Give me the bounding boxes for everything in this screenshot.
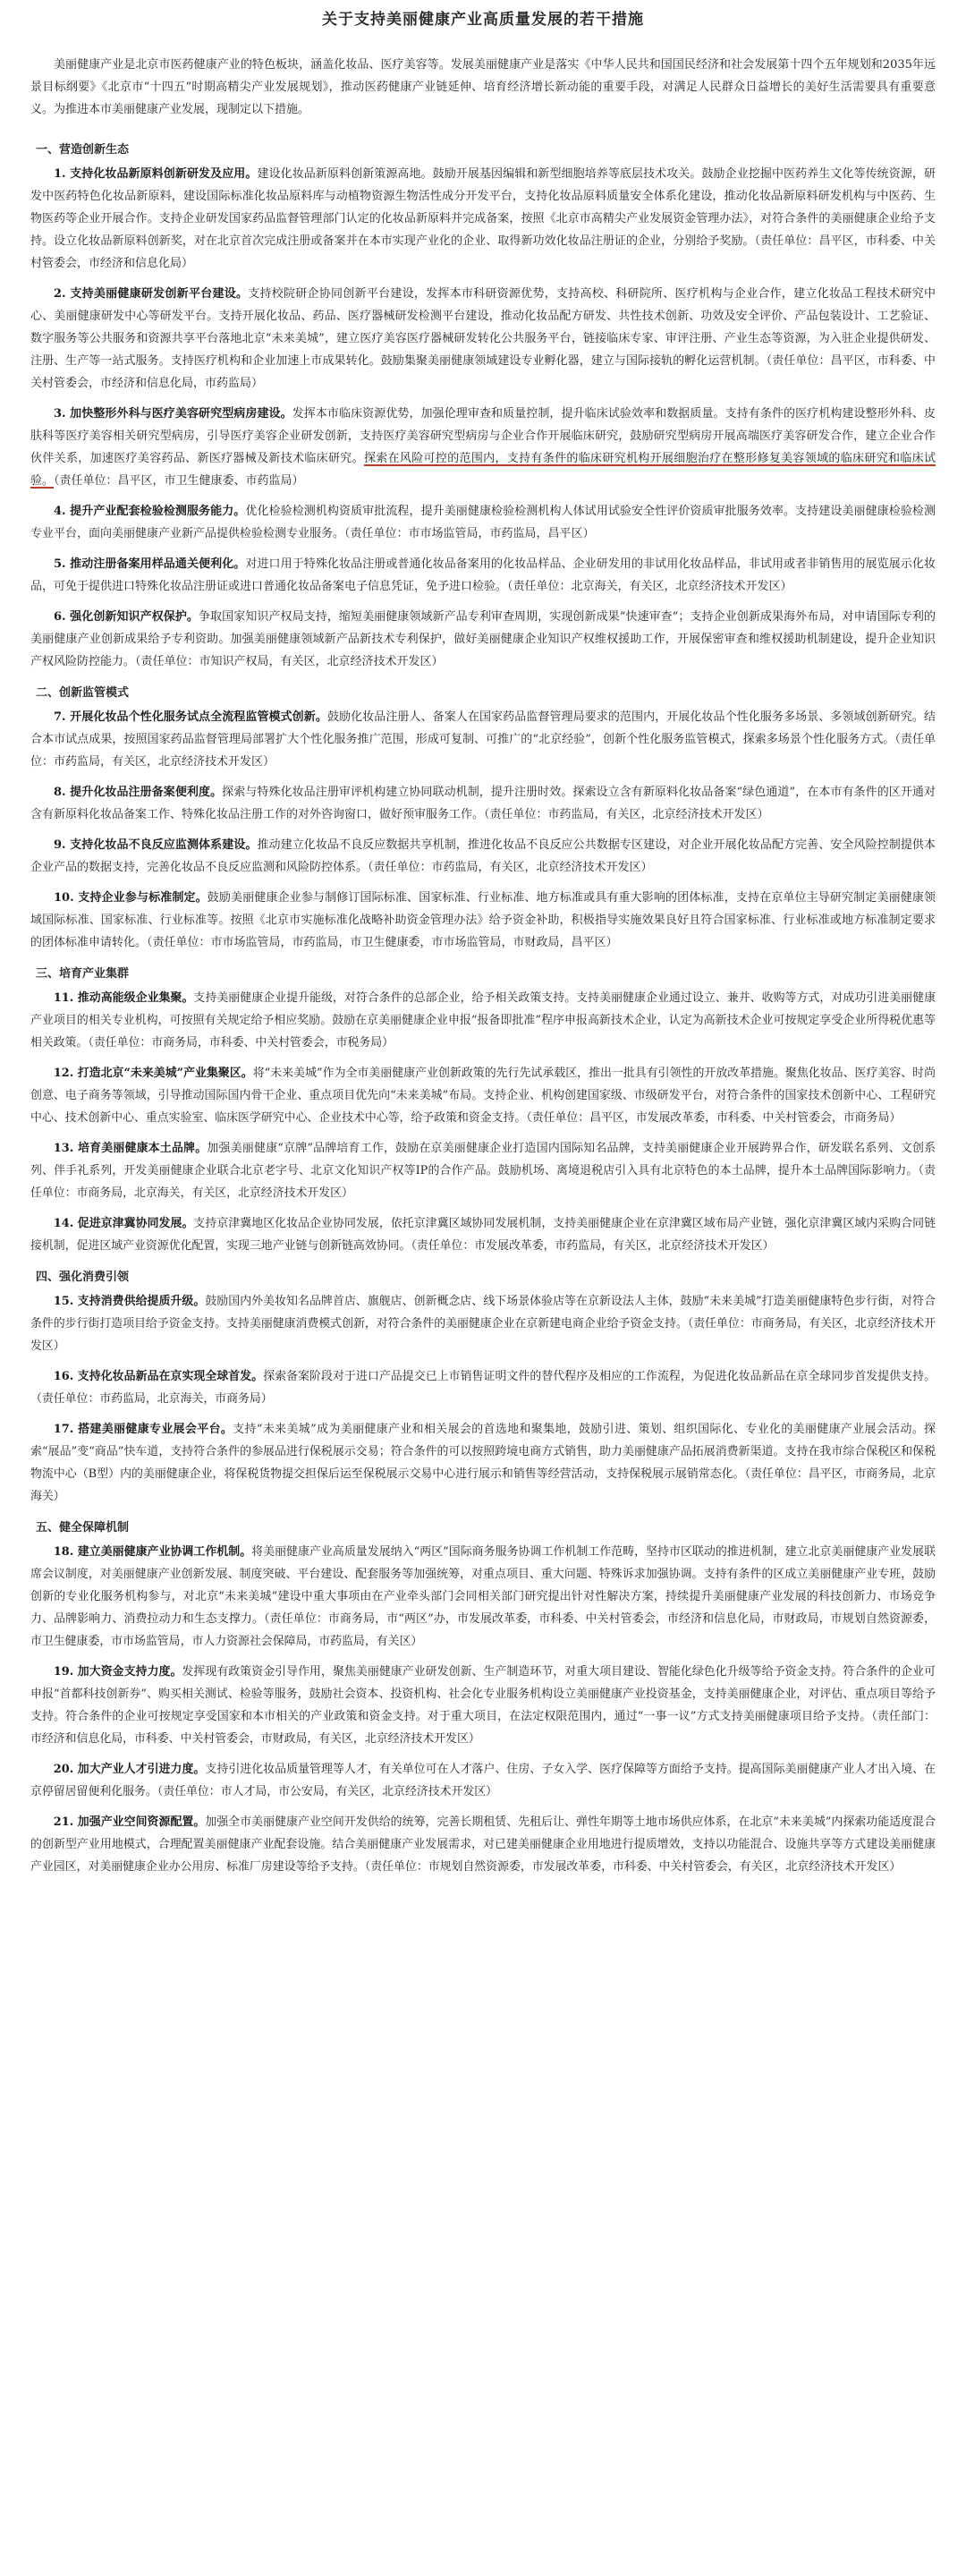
measure-item <box>30 1212 936 1257</box>
measure-text: 鼓励美丽健康企业参与制修订国际标准、国家标准、行业标准、地方标准或具有重大影响的团体标准，支持在京单位主导研究制定美丽健康领域国际标准、国家标准、行业标准等。按照《北京市实施标准化战略补助资金管理办法》给予资金补助，积极指导实施效果良好且符合国家标准、行业标准或地方标准制定要求的团体标准申请转化。（责任单位：市市场监管局，市药监局，市卫生健康委，市市场监管局，市财政局，昌平区） <box>30 891 936 949</box>
responsible-units: （责任单位：昌平区，市卫生健康委、市药监局） <box>54 474 304 488</box>
measure-item <box>30 1062 936 1129</box>
measure-heading: 1. 支持化妆品新原料创新研发及应用。 <box>54 167 258 181</box>
measure-item <box>30 987 936 1054</box>
measure-text: 优化检验检测机构资质审批流程，提升美丽健康检验检测机构人体试用试验安全性评价资质审批服务效率。支持建设美丽健康检验检测专业平台，面向美丽健康产业新产品提供检验检测专业服务。（责任单位：市市场监管局，市药监局，昌平区） <box>30 505 936 540</box>
measure-item <box>30 553 936 598</box>
measure-heading: 6. 强化创新知识产权保护。 <box>54 610 199 624</box>
measure-item <box>30 1365 936 1410</box>
section-title: 三、培育产业集群 <box>36 967 130 981</box>
measure-heading: 2. 支持美丽健康研发创新平台建设。 <box>54 287 249 301</box>
measure-item <box>30 1290 936 1357</box>
section-1 <box>30 139 936 673</box>
measure-item <box>30 1811 936 1878</box>
measure-text: 争取国家知识产权局支持，缩短美丽健康领域新产品专利审查周期，实现创新成果“快速审查”；支持企业创新成果海外布局，对申请国际专利的美丽健康产业创新成果给予专利资助。加强美丽健康领域新产品新技术专利保护，做好美丽健康企业知识产权维权援助工作，开展保密审查和维权援助机制建设，提升企业知识产权风险防控能力。（责任单位：市知识产权局，有关区，北京经济技术开发区） <box>30 610 936 668</box>
section-title: 五、健全保障机制 <box>36 1521 130 1535</box>
measure-text: 将“未来美城”作为全市美丽健康产业创新政策的先行先试承载区，推出一批具有引领性的开放改革措施。聚焦化妆品、医疗美容、时尚创意、电子商务等领域，引导推动国际国内骨干企业、重点项目优先向“未来美城”布局。支持企业、机构创建国家级、市级研发平台，对符合条件的国家技术创新中心、工程研究中心、技术创新中心、重点实验室、临床医学研究中心、企业技术中心等，给予政策和资金支持。（责任单位：昌平区，市发展改革委，市科委、中关村管委会，市商务局） <box>30 1067 936 1125</box>
measure-heading: 20. 加大产业人才引进力度。 <box>53 1763 206 1776</box>
measure-heading: 18. 建立美丽健康产业协调工作机制。 <box>53 1545 252 1559</box>
measure-heading: 17. 搭建美丽健康专业展会平台。 <box>53 1423 233 1436</box>
section-3 <box>30 963 936 1257</box>
measure-heading: 11. 推动高能级企业集聚。 <box>53 991 194 1005</box>
measure-heading: 14. 促进京津冀协同发展。 <box>53 1217 194 1230</box>
measure-heading: 10. 支持企业参与标准制定。 <box>54 891 208 905</box>
measure-text: 加强美丽健康“京牌”品牌培育工作，鼓励在京美丽健康企业打造国内国际知名品牌，支持美丽健康企业开展跨界合作，研发联名系列、文创系列、伴手礼系列，开发美丽健康企业联合北京老字号、北京文化知识产权等IP的合作产品。鼓励机场、离境退税店引入具有北京特色的本土品牌，提升本土品牌国际影响力。（责任单位：市商务局，北京海关，有关区，北京经济技术开发区） <box>30 1142 936 1200</box>
measure-heading: 8. 提升化妆品注册备案便利度。 <box>54 786 223 799</box>
measure-text: 探索备案阶段对于进口产品提交已上市销售证明文件的替代程序及相应的工作流程，为促进化妆品新品在京全球同步首发提供支持。（责任单位：市药监局，北京海关，市商务局） <box>30 1370 936 1406</box>
measure-text: 鼓励化妆品注册人、备案人在国家药品监督管理局要求的范围内，开展化妆品个性化服务多场景、多领域创新研究。结合本市试点成果，按照国家药品监督管理局部署扩大个性化服务推广范围，形成可复制、可推广的“北京经验”，创新个性化服务监管模式，探索多场景个性化服务方式。（责任单位：市药监局，有关区，北京经济技术开发区） <box>30 710 936 769</box>
section-2 <box>30 682 936 954</box>
measure-text: 推动建立化妆品不良反应数据共享机制，推进化妆品不良反应公共数据专区建设，对企业开展化妆品配方完善、安全风险控制提供本企业产品的数据支持，完善化妆品不良反应监测和风险防控体系。（责任单位：市药监局，有关区，北京经济技术开发区） <box>30 838 936 874</box>
measure-text: 支持美丽健康企业提升能级，对符合条件的总部企业，给予相关政策支持。支持美丽健康企业通过设立、兼并、收购等方式，对成功引进美丽健康产业项目的相关专业机构，可按照有关规定给予相应奖励。鼓励在京美丽健康企业申报“报备即批准”程序申报高新技术企业，认定为高新技术企业可按规定享受企业所得税优惠等相关政策。（责任单位：市商务局，市科委、中关村管委会，市税务局） <box>30 991 936 1050</box>
section-title: 一、营造创新生态 <box>36 143 130 157</box>
measure-item <box>30 163 936 275</box>
intro-paragraph: 美丽健康产业是北京市医药健康产业的特色板块，涵盖化妆品、医疗美容等。发展美丽健康产业是落实《中华人民共和国国民经济和社会发展第十四个五年规划和2035年远景目标纲要》《北京市“十四五”时期高精尖产业发展规划》，推动医药健康产业链延伸、培育经济增长新动能的重要手段，对满足人民群众日益增长的美好生活需要具有重要意义。为推进本市美丽健康产业发展，现制定以下措施。 <box>30 58 936 116</box>
measure-item <box>30 500 936 545</box>
measure-item <box>30 403 936 492</box>
measure-text: 建设化妆品新原料创新策源高地。鼓励开展基因编辑和新型细胞培养等底层技术攻关。鼓励企业挖掘中医药养生文化等传统资源，研发中医药特色化妆品新原料，建设国际标准化妆品原料库与动植物资源生物活性成分开发平台，支持化妆品原料质量安全体系化建设，推动化妆品新原料研发机构与中医药、生物医药等企业开展合作。支持企业研发国家药品监督管理部门认定的化妆品新原料并完成备案，按照《北京市高精尖产业发展资金管理办法》，对符合条件的美丽健康企业给予支持。设立化妆品新原料创新奖，对在北京首次完成注册或备案并在本市实现产业化的企业、取得新功效化妆品注册证的企业，分别给予奖励。（责任单位：昌平区，市科委、中关村管委会，市经济和信息化局） <box>30 167 936 270</box>
measure-item <box>30 706 936 773</box>
measure-text: 探索与特殊化妆品注册审评机构建立协同联动机制，提升注册时效。探索设立含有新原料化妆品备案“绿色通道”，在本市有条件的区开通对含有新原料化妆品备案工作、特殊化妆品注册工作的对外咨询窗口，做好预审服务工作。（责任单位：市药监局，有关区，北京经济技术开发区） <box>30 786 936 821</box>
measure-item <box>30 1758 936 1803</box>
document-body <box>30 139 936 1878</box>
measure-text: 支持校院研企协同创新平台建设，发挥本市科研资源优势，支持高校、科研院所、医疗机构与企业合作，建立化妆品工程技术研究中心、美丽健康研发中心等研发平台。支持开展化妆品、药品、医疗器械研发检测平台建设，推动化妆品配方研发、共性技术创新、功效及安全评价、产品包装设计、工艺验证、数字服务等公共服务和资源共享平台落地北京“未来美城”，建立医疗美容医疗器械研发转化公共服务平台，链接临床专家、审评注册、产业生态等资源，为入驻企业提供研发、注册、生产等一站式服务。支持医疗机构和企业加速上市成果转化。鼓励集聚美丽健康领域建设专业孵化器，建立与国际接轨的孵化运营机制。（责任单位：昌平区，市科委、中关村管委会，市经济和信息化局，市药监局） <box>30 287 936 390</box>
measure-heading: 16. 支持化妆品新品在京实现全球首发。 <box>53 1370 264 1383</box>
measure-heading: 4. 提升产业配套检验检测服务能力。 <box>54 505 246 518</box>
measure-heading: 21. 加强产业空间资源配置。 <box>53 1815 206 1829</box>
measure-text: 鼓励国内外美妆知名品牌首店、旗舰店、创新概念店、线下场景体验店等在京新设法人主体，鼓励“未来美城”打造美丽健康特色步行街，对符合条件的步行街打造项目给予资金支持。支持美丽健康消费模式创新，对符合条件的美丽健康企业在京新建电商企业给予资金支持。（责任单位：市商务局，有关区，北京经济技术开发区） <box>30 1295 936 1353</box>
document-title: 关于支持美丽健康产业高质量发展的若干措施 <box>322 11 644 29</box>
section-4 <box>30 1266 936 1508</box>
section-title: 四、强化消费引领 <box>36 1271 130 1284</box>
measure-item <box>30 781 936 826</box>
measure-item <box>30 1661 936 1750</box>
measure-heading: 3. 加快整形外科与医疗美容研究型病房建设。 <box>54 407 292 421</box>
highlighted-text: 探索在风险可控的范围内，支持有条件的临床研究机构开展细胞治疗在整形修复美容领域的临床研究和临床试验。 <box>30 452 936 488</box>
measure-heading: 9. 支持化妆品不良反应监测体系建设。 <box>54 838 258 852</box>
measure-text: 支持“未来美城”成为美丽健康产业和相关展会的首选地和聚集地，鼓励引进、策划、组织国际化、专业化的美丽健康产业展会活动。探索“展品”变“商品”快车道，支持符合条件的参展品进行保税展示交易；符合条件的可以按照跨境电商方式销售，助力美丽健康产品拓展消费新渠道。支持在我市综合保税区和保税物流中心（B型）内的美丽健康企业，将保税货物提交担保后运至保税展示交易中心进行展示和销售等经营活动，支持保税展示展销常态化。（责任单位：昌平区，市商务局，北京海关） <box>30 1423 936 1503</box>
measure-text: 支持引进化妆品质量管理等人才，有关单位可在人才落户、住房、子女入学、医疗保障等方面给予支持。提高国际美丽健康产业人才出入境、在京停留居留便利化服务。（责任单位：市人才局，市公安局，有关区，北京经济技术开发区） <box>30 1763 936 1798</box>
measure-item <box>30 887 936 954</box>
measure-item <box>30 606 936 673</box>
measure-text: 将美丽健康产业高质量发展纳入“两区”国际商务服务协调工作机制工作范畴，坚持市区联动的推进机制，建立北京美丽健康产业发展联席会议制度，对美丽健康产业创新发展、制度突破、平台建设、配套服务等加强统筹，对重点项目、重大问题、特殊诉求加强协调。支持有条件的区成立美丽健康产业专班，鼓励创新的专业化服务机构参与，对北京“未来美城”建设中重大事项由在产业牵头部门会同相关部门研究提出针对性解决方案，持续提升美丽健康产业发展的科技创新力、市场竞争力、品牌影响力、消费拉动力和生态支撑力。（责任单位：市商务局，市“两区”办，市发展改革委，市科委、中关村管委会，市经济和信息化局，市财政局，市规划自然资源委，市卫生健康委，市市场监管局，市人力资源社会保障局，市药监局，有关区） <box>30 1545 936 1648</box>
measure-text: 发挥本市临床资源优势，加强伦理审查和质量控制，提升临床试验效率和数据质量。支持有条件的医疗机构建设整形外科、皮肤科等医疗美容相关研究型病房，引导医疗美容企业研发创新，支持医疗美容研究型病房与企业合作开展临床研究，鼓励研究型病房开展高端医疗美容研发合作，建立企业合作伙伴关系，加速医疗美容药品、新医疗器械及新技术临床研究。 <box>30 407 936 465</box>
measure-item <box>30 1137 936 1204</box>
measure-text: 发挥现有政策资金引导作用，聚焦美丽健康产业研发创新、生产制造环节，对重大项目建设、智能化绿色化升级等给予资金支持。符合条件的企业可申报“首都科技创新券”、购买相关测试、检验等服务，鼓励社会资本、投资机构、社会化专业服务机构设立美丽健康产业投资基金，支持美丽健康企业，对评估、重点项目等给予支持。符合条件的企业可按规定享受国家和本市相关的产业政策和资金支持。对于重大项目，在法定权限范围内，通过“一事一议”方式支持美丽健康项目给予支持。（责任部门：市经济和信息化局，市科委、中关村管委会，市财政局，有关区，北京经济技术开发区） <box>30 1665 936 1746</box>
section-5 <box>30 1517 936 1878</box>
measure-heading: 13. 培育美丽健康本土品牌。 <box>53 1142 208 1155</box>
measure-item <box>30 834 936 879</box>
measure-item <box>30 1541 936 1653</box>
section-title: 二、创新监管模式 <box>36 686 130 700</box>
measure-item <box>30 283 936 395</box>
measure-text: 加强全市美丽健康产业空间开发供给的统筹，完善长期租赁、先租后让、弹性年期等土地市场供应体系，在北京“未来美城”内探索功能适度混合的创新型产业用地模式，合理配置美丽健康产业配套设施。结合美丽健康产业发展需求，对已建美丽健康企业用地进行提质增效，支持以功能混合、设施共享等方式建设美丽健康产业园区，对美丽健康企业办公用房、标准厂房建设等给予支持。（责任单位：市规划自然资源委，市发展改革委，市科委、中关村管委会，有关区，北京经济技术开发区） <box>30 1815 936 1874</box>
measure-heading: 7. 开展化妆品个性化服务试点全流程监管模式创新。 <box>54 710 327 724</box>
measure-text: 支持京津冀地区化妆品企业协同发展，依托京津冀区域协同发展机制，支持美丽健康企业在京津冀区域布局产业链，强化京津冀区域内采购合同链接机制，促进区域产业资源优化配置，实现三地产业链与创新链高效协同。（责任单位：市发展改革委，市药监局，有关区，北京经济技术开发区） <box>30 1217 936 1253</box>
measure-heading: 12. 打造北京“未来美城”产业集聚区。 <box>53 1067 253 1080</box>
measure-item <box>30 1418 936 1508</box>
measure-heading: 19. 加大资金支持力度。 <box>53 1665 182 1679</box>
measure-text: 对进口用于特殊化妆品注册或普通化妆品备案用的化妆品样品、企业研发用的非试用化妆品样品，非试用或者非销售用的展览展示化妆品，可免于提供进口特殊化妆品注册证或进口普通化妆品备案电子信息凭证，免予进口检验。（责任单位：北京海关，有关区，北京经济技术开发区） <box>30 557 936 593</box>
measure-heading: 5. 推动注册备案用样品通关便利化。 <box>54 557 246 571</box>
measure-heading: 15. 支持消费供给提质升级。 <box>53 1295 206 1308</box>
